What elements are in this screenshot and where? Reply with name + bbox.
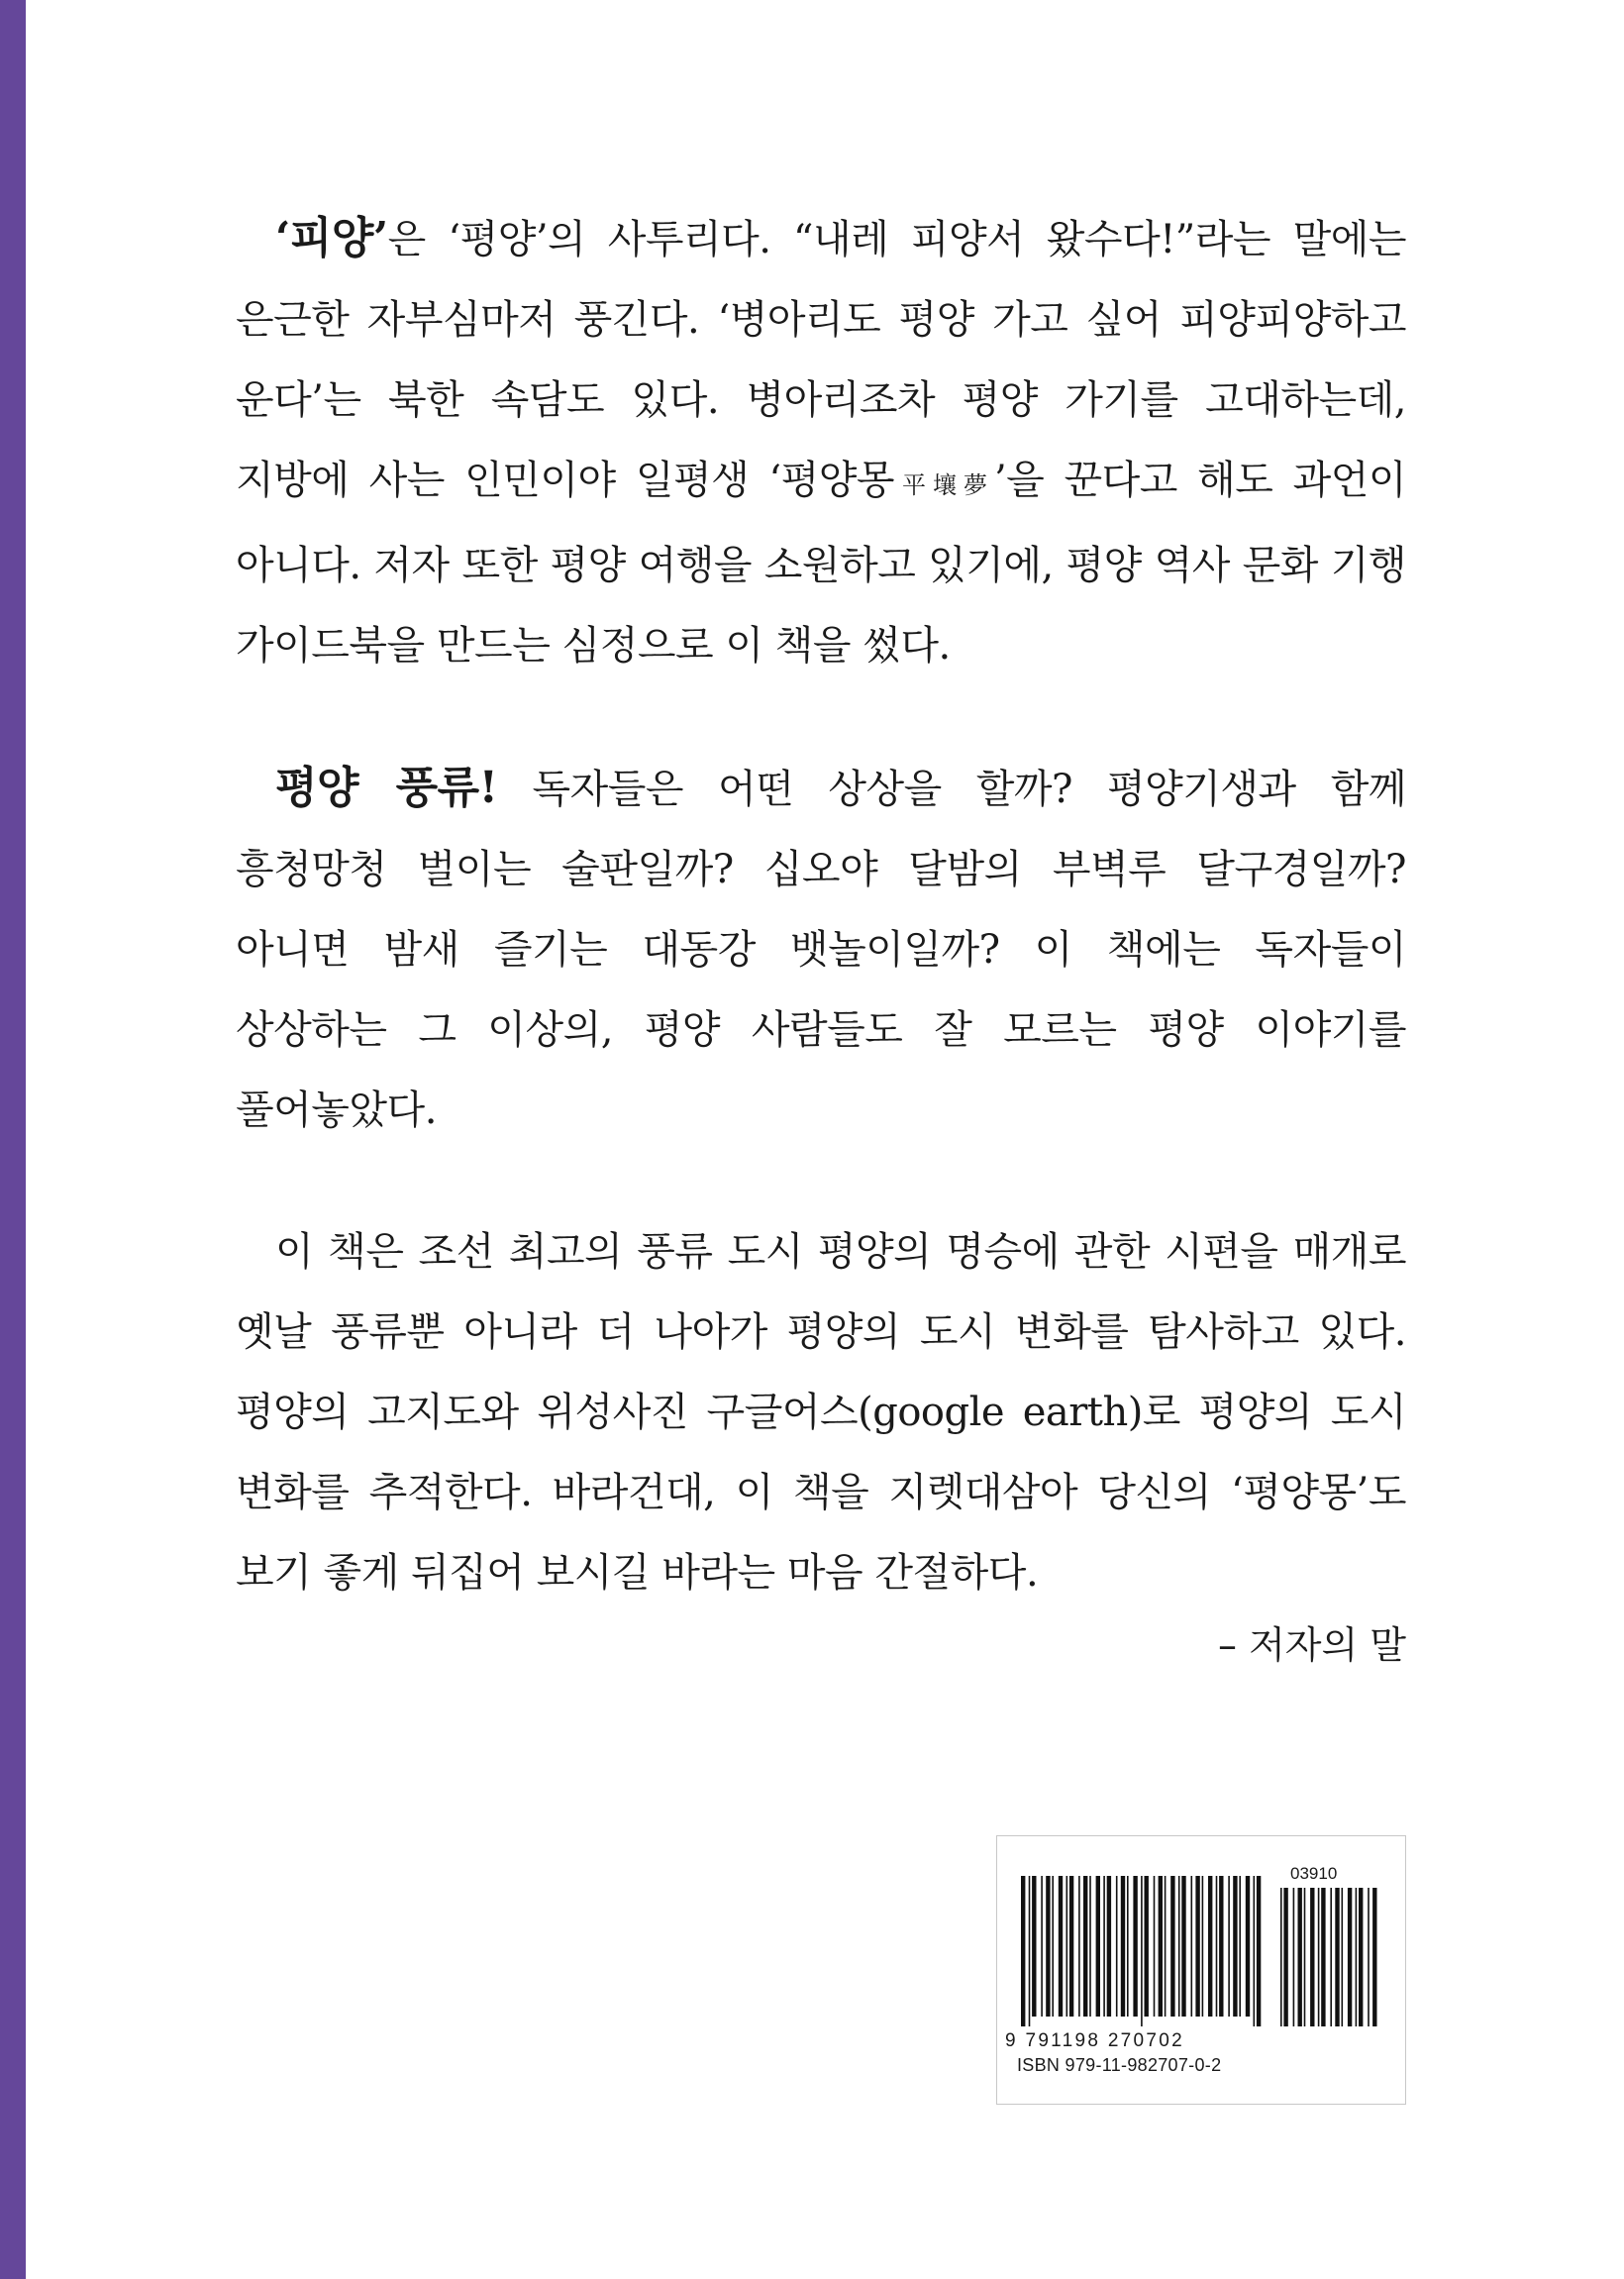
isbn-number: ISBN 979-11-982707-0-2 (1017, 2055, 1222, 2075)
barcode-bar (1032, 1876, 1036, 2017)
barcode-bar (1127, 1876, 1129, 2017)
barcode-bar (1342, 1888, 1344, 2026)
barcode-bar (1191, 1876, 1193, 2017)
barcode-bar (1069, 1876, 1073, 2017)
barcode-bar (1029, 1876, 1031, 2026)
barcode-bar (1041, 1876, 1043, 2017)
barcode-bar (1181, 1876, 1185, 2017)
paragraph-1 (236, 198, 1406, 686)
barcode-bar (1356, 1888, 1358, 2026)
barcode-bar (1089, 1876, 1091, 2017)
barcode-graphic (997, 1836, 1405, 2054)
barcode-bar (1133, 1876, 1137, 2017)
book-spine-strip (0, 0, 26, 2279)
paragraph-2-text: 독자들은 어떤 상상을 할까? 평양기생과 함께 흥청망청 벌이는 술판일까? 십오야 달밤의 부벽루 달구경일까? 아니면 밤새 즐기는 대동강 뱃놀이일까? 이 책에는 독자들이 상상하는 그 이상의, 평양 사람들도 잘 모르는 평양 이야기를 풀어놓았다. (236, 767, 1406, 1133)
barcode-bar (1321, 1888, 1325, 2026)
barcode-bar (1154, 1876, 1156, 2017)
barcode-bar (1330, 1888, 1332, 2026)
barcode-bar (1239, 1876, 1241, 2017)
paragraph-3-text: 이 책은 조선 최고의 풍류 도시 평양의 명승에 관한 시편을 매개로 옛날 풍류뿐 아니라 더 나아가 평양의 도시 변화를 탐사하고 있다. 평양의 고지도와 위성사진 구글어스(google earth)로 평양의 도시 변화를 추적한다. 바라건대, 이 책을 지렛대삼아 당신의 ‘평양몽’도 보기 좋게 뒤집어 보시길 바라는 마음 간절하다. (236, 1229, 1406, 1596)
barcode-bar (1052, 1876, 1054, 2017)
barcode-bar (1096, 1876, 1100, 2017)
barcode-main-bars (1021, 1876, 1261, 2026)
barcode-bar (1228, 1876, 1230, 2017)
barcode-bar (1304, 1888, 1306, 2026)
barcode-bar (1145, 1876, 1149, 2017)
paragraph-2 (236, 748, 1406, 1151)
barcode-bar (1170, 1876, 1174, 2017)
barcode-bar (1046, 1876, 1050, 2017)
paragraph-3 (236, 1212, 1406, 1613)
barcode-bar (1059, 1876, 1063, 2017)
barcode-bar (1107, 1876, 1111, 2017)
barcode-bar (1359, 1888, 1363, 2026)
barcode-bar (1219, 1876, 1223, 2017)
barcode-bar (1283, 1888, 1287, 2026)
barcode-bar (1293, 1888, 1295, 2026)
barcode-bar (1078, 1876, 1080, 2017)
barcode-bar (1372, 1888, 1376, 2026)
barcode-bar (1298, 1888, 1302, 2026)
barcode-addon-digits: 03910 (1290, 1864, 1338, 1883)
barcode-bar (1165, 1876, 1167, 2017)
barcode-bar (1254, 1876, 1256, 2026)
barcode-bar (1208, 1876, 1212, 2017)
barcode-bar (1195, 1876, 1199, 2017)
paragraph-2-lead: 평양 풍류! (275, 763, 498, 813)
barcode-bar (1216, 1876, 1218, 2017)
barcode-bar (1141, 1876, 1143, 2026)
paragraph-1-text-a: 은 ‘평양’의 사투리다. “내레 피양서 왔수다!”라는 말에는 은근한 자부심마저 풍긴다. ‘병아리도 평양 가고 싶어 피양피양하고 운다’는 북한 속담도 있다. 병아리조차 평양 가기를 고대하는데, 지방에 사는 인민이야 일평생 ‘평양몽 (236, 217, 1406, 503)
barcode-bar (1103, 1876, 1105, 2017)
barcode-bar (1083, 1876, 1087, 2017)
isbn-barcode (996, 1835, 1406, 2105)
hanja-annotation: 平壤夢 (894, 471, 994, 499)
barcode-bar (1246, 1876, 1250, 2017)
barcode-bar (1121, 1876, 1125, 2017)
barcode-bar (1159, 1876, 1163, 2017)
barcode-bar (1310, 1888, 1314, 2026)
barcode-main-digits: 9 791198 270702 (1005, 2030, 1185, 2051)
barcode-bar (1066, 1876, 1068, 2017)
barcode-bar (1318, 1888, 1320, 2026)
barcode-bar (1202, 1876, 1204, 2017)
paragraph-1-lead: ‘피양’ (275, 213, 388, 263)
blurb-text (236, 198, 1406, 1675)
barcode-addon-bars (1280, 1888, 1377, 2026)
barcode-bar (1116, 1876, 1118, 2017)
author-signature: – 저자의 말 (1218, 1623, 1406, 1667)
barcode-bar (1257, 1876, 1261, 2026)
barcode-bar (1348, 1888, 1352, 2026)
barcode-bar (1335, 1888, 1339, 2026)
barcode-bar (1280, 1888, 1282, 2026)
barcode-bar (1021, 1876, 1025, 2026)
barcode-bar (1368, 1888, 1370, 2026)
barcode-bar (1233, 1876, 1237, 2017)
barcode-bar (1178, 1876, 1180, 2017)
paragraph-1-text-b: ’을 꾼다고 해도 과언이 아니다. 저자 또한 평양 여행을 소원하고 있기에, 평양 역사 문화 기행 가이드북을 만드는 심정으로 이 책을 썼다. (236, 458, 1406, 669)
